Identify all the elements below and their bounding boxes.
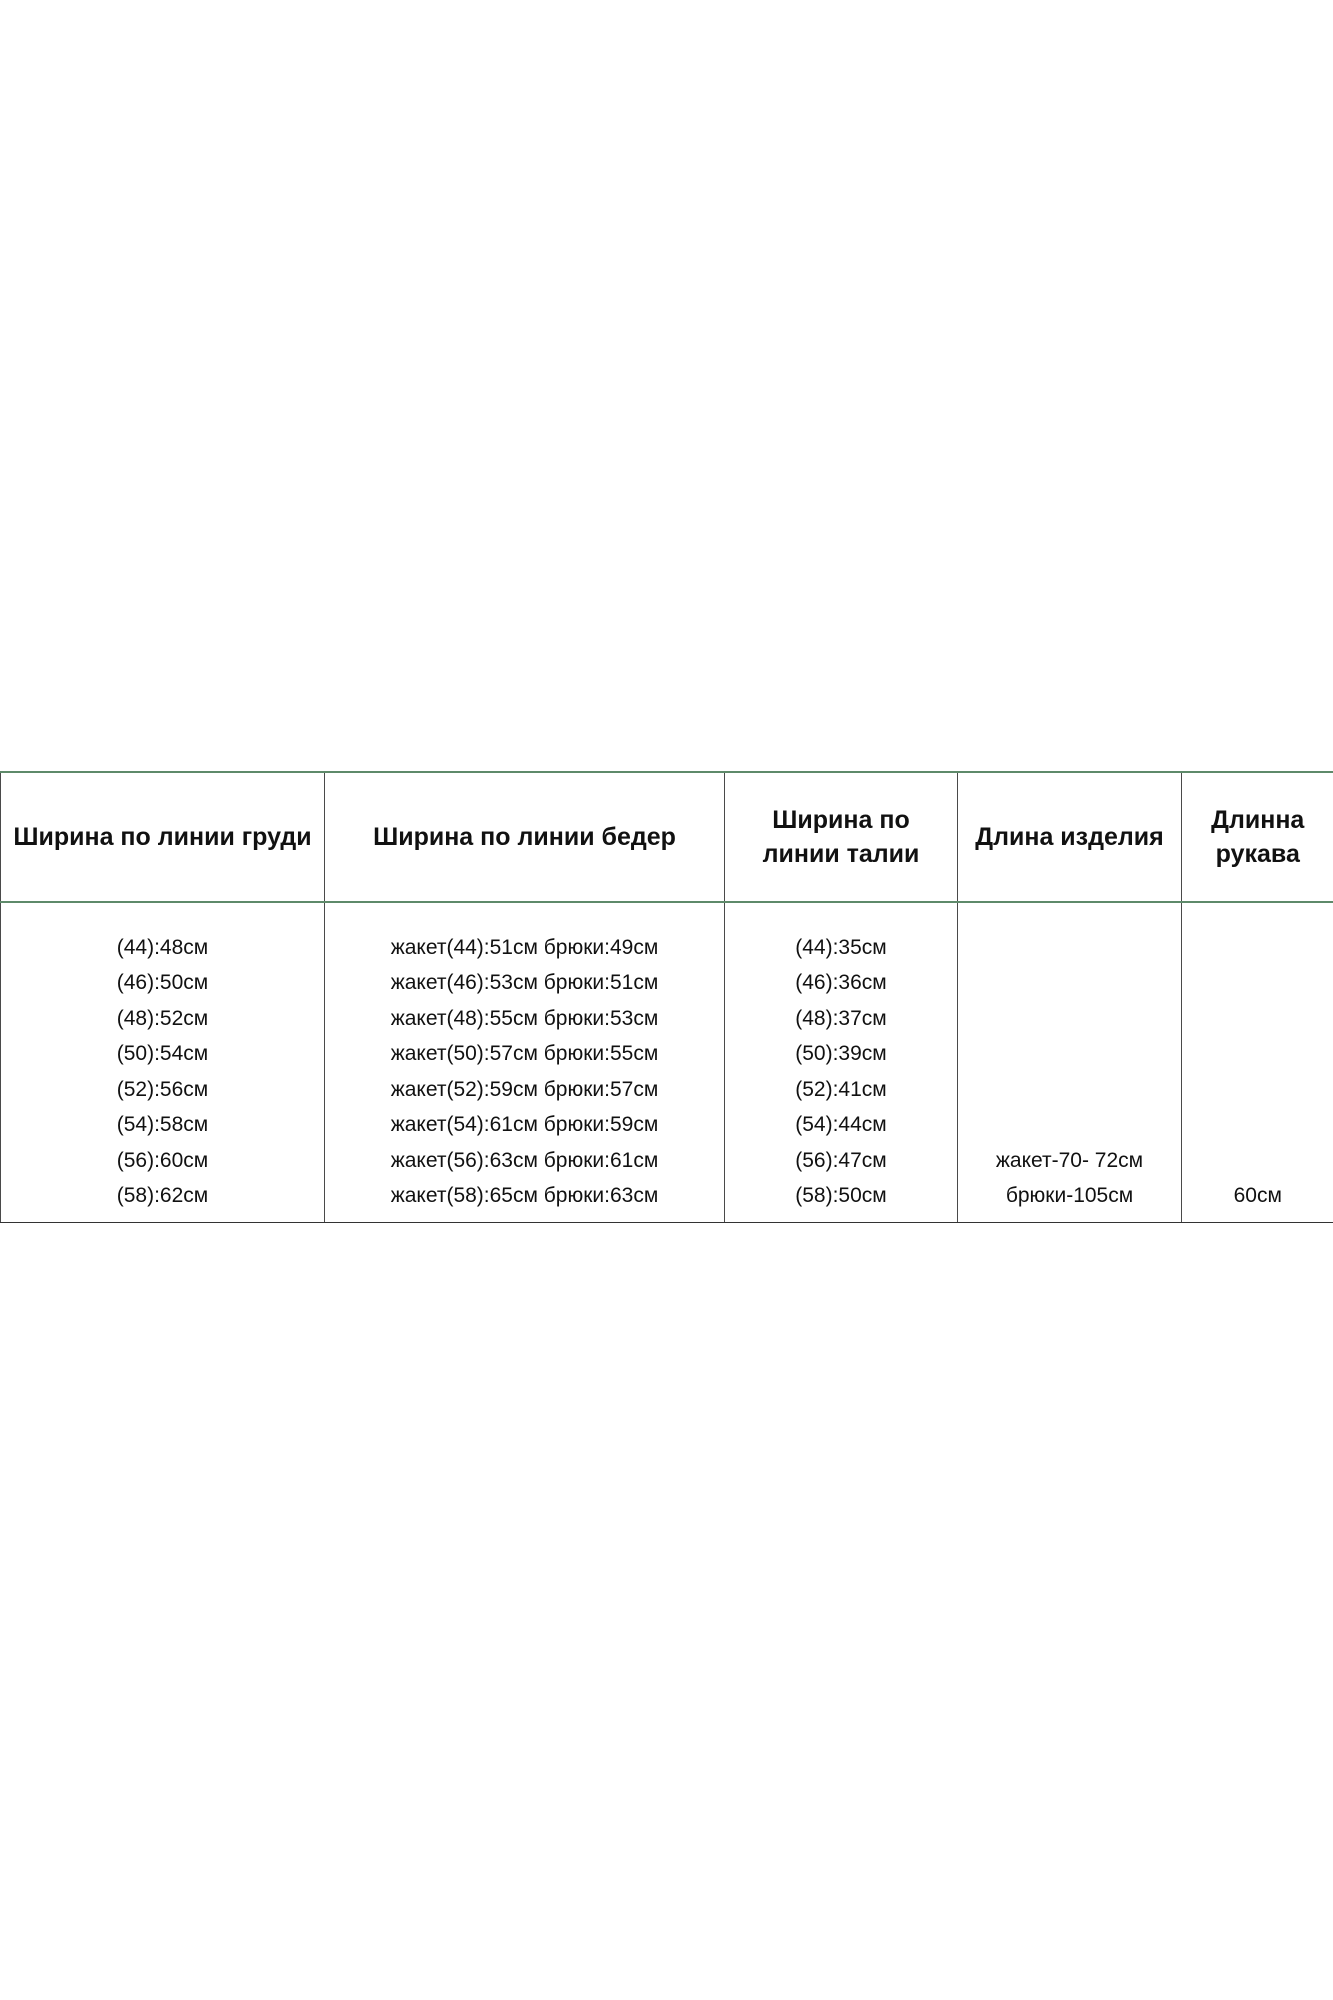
list-item: жакет(56):63см брюки:61см: [390, 1148, 659, 1172]
header-hip-width: Ширина по линии бедер: [325, 772, 725, 902]
size-table: [0, 771, 1333, 1223]
list-item: (50):39см: [795, 1042, 887, 1065]
list-item: (50):54см: [116, 1042, 209, 1065]
list-item: (52):41см: [795, 1077, 887, 1101]
list-item: (48):52см: [116, 1006, 209, 1030]
list-item: (54):44см: [795, 1113, 887, 1136]
list-item: жакет(46):53см брюки:51см: [390, 971, 659, 994]
list-item: (56):47см: [795, 1148, 887, 1172]
list-item: брюки-105см: [1005, 1184, 1134, 1207]
waist-list: [725, 930, 957, 1214]
list-item: жакет(58):65см брюки:63см: [390, 1184, 659, 1207]
list-item: жакет(50):57см брюки:55см: [390, 1042, 659, 1065]
list-item: жакет-70- 72см: [995, 1148, 1144, 1172]
list-item: (46):36см: [795, 971, 887, 994]
length-list: [958, 1143, 1181, 1214]
list-item: (58):50см: [795, 1184, 887, 1207]
list-item: жакет(52):59см брюки:57см: [390, 1077, 659, 1101]
header-item-length: Длина изделия: [958, 772, 1182, 902]
list-item: жакет(44):51см брюки:49см: [390, 935, 659, 959]
cell-sleeve-values: [1182, 902, 1333, 1222]
list-item: (44):35см: [795, 935, 887, 959]
table-row: [1, 902, 1333, 1222]
list-item: 60см: [1233, 1184, 1282, 1207]
list-item: (58):62см: [116, 1184, 209, 1207]
header-sleeve-length: Длинна рукава: [1182, 772, 1333, 902]
header-chest-width: Ширина по линии груди: [1, 772, 325, 902]
chest-list: [1, 930, 324, 1214]
list-item: (44):48см: [116, 935, 209, 959]
list-item: жакет(54):61см брюки:59см: [390, 1113, 659, 1136]
list-item: (52):56см: [116, 1077, 209, 1101]
size-table-container: [0, 771, 1333, 1229]
list-item: жакет(48):55см брюки:53см: [390, 1006, 659, 1030]
cell-hip-values: [325, 902, 725, 1222]
cell-waist-values: [725, 902, 958, 1222]
list-item: (56):60см: [116, 1148, 209, 1172]
sleeve-list: [1182, 1178, 1333, 1214]
list-item: (54):58см: [116, 1113, 209, 1136]
header-waist-width: Ширина по линии талии: [725, 772, 958, 902]
hips-list: [325, 930, 724, 1214]
cell-length-values: [958, 902, 1182, 1222]
list-item: (46):50см: [116, 971, 209, 994]
cell-chest-values: [1, 902, 325, 1222]
header-row: [1, 772, 1333, 902]
list-item: (48):37см: [795, 1006, 887, 1030]
